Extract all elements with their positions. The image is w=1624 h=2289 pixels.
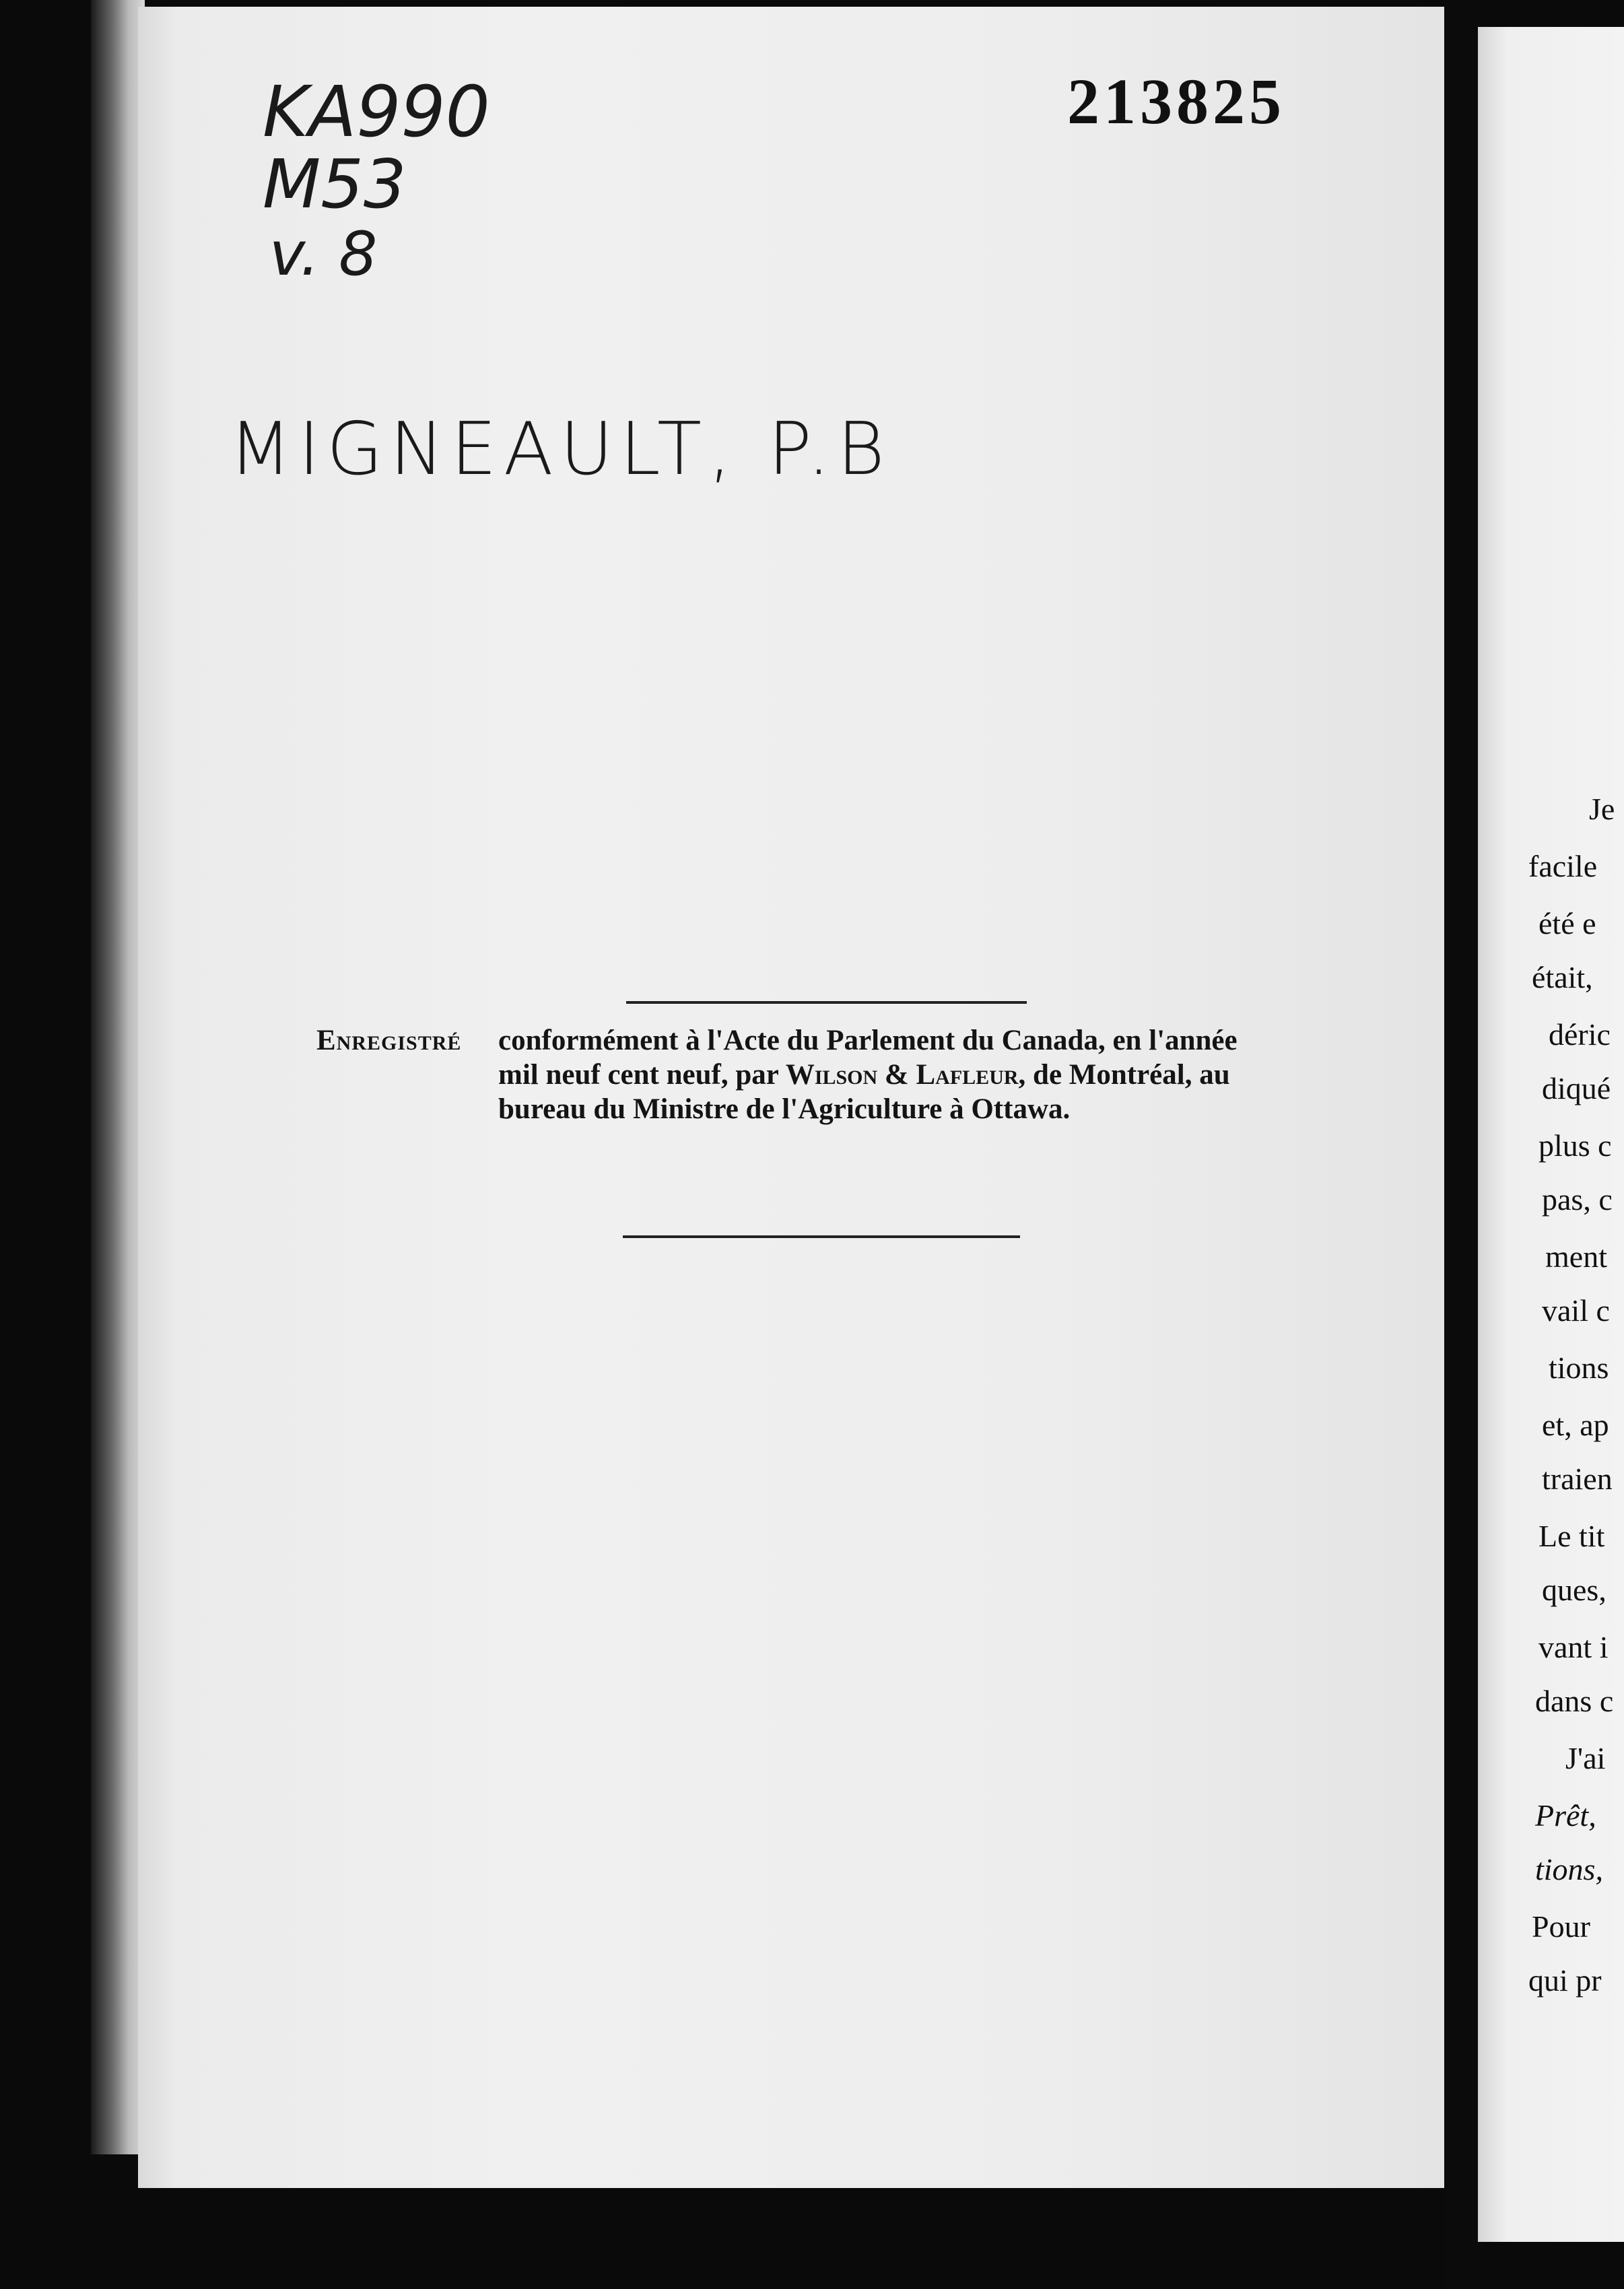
bottom-rule	[623, 1235, 1020, 1238]
right-page-line: traien	[1542, 1462, 1613, 1496]
right-page-line: plus c	[1538, 1128, 1612, 1163]
right-page-line: Pour	[1532, 1909, 1590, 1944]
right-page-line: était,	[1532, 960, 1593, 994]
right-page-line: dans c	[1535, 1684, 1614, 1718]
handwritten-call-number-line-2: M53	[263, 145, 407, 224]
right-page-line: Prêt,	[1535, 1798, 1596, 1833]
right-page-line: diqué	[1542, 1071, 1611, 1105]
copyright-notice	[316, 1023, 1340, 1126]
copyright-body	[498, 1023, 1340, 1126]
right-page-line: tions	[1549, 1351, 1609, 1385]
right-page-line: déric	[1549, 1017, 1611, 1052]
right-page-line: tions,	[1535, 1852, 1603, 1886]
copyright-line-1: conformément à l'Acte du Parlement du Canada, en l'année	[498, 1025, 1238, 1056]
right-page-line: Je	[1589, 792, 1615, 826]
right-page-line: J'ai	[1565, 1741, 1606, 1775]
right-page-line: ques,	[1542, 1573, 1606, 1607]
right-page-line: et, ap	[1542, 1408, 1609, 1442]
publisher-name: Wilson & Lafleur	[785, 1059, 1019, 1091]
copyright-line-2-start: mil neuf cent neuf, par	[498, 1059, 779, 1091]
book-gutter	[1444, 0, 1481, 2289]
right-page-line: pas, c	[1542, 1182, 1613, 1217]
page-edge-strip	[91, 0, 145, 2154]
right-page-line: ment	[1545, 1239, 1607, 1274]
stamp-number: 213825	[1067, 65, 1285, 137]
copyright-line-2	[498, 1058, 1340, 1092]
copyright-line-3: bureau du Ministre de l'Agriculture à Ottawa.	[498, 1093, 1071, 1125]
right-page-line: qui pr	[1528, 1963, 1602, 1997]
right-page-line: facile	[1528, 849, 1598, 883]
handwritten-call-number-line-1: KA990	[263, 71, 490, 153]
copyright-line-2-end: , de Montréal, au	[1018, 1059, 1230, 1091]
right-page-line: Le tit	[1538, 1519, 1605, 1553]
right-page-line: vant i	[1538, 1630, 1609, 1664]
handwritten-call-number-line-3: v. 8	[269, 219, 378, 289]
right-page-line: été e	[1538, 906, 1596, 941]
copyright-lead: Enregistré	[316, 1025, 462, 1056]
top-rule	[626, 1001, 1027, 1004]
right-page-line: vail c	[1542, 1293, 1610, 1328]
handwritten-author: MIGNEAULT, P.B	[229, 407, 891, 491]
